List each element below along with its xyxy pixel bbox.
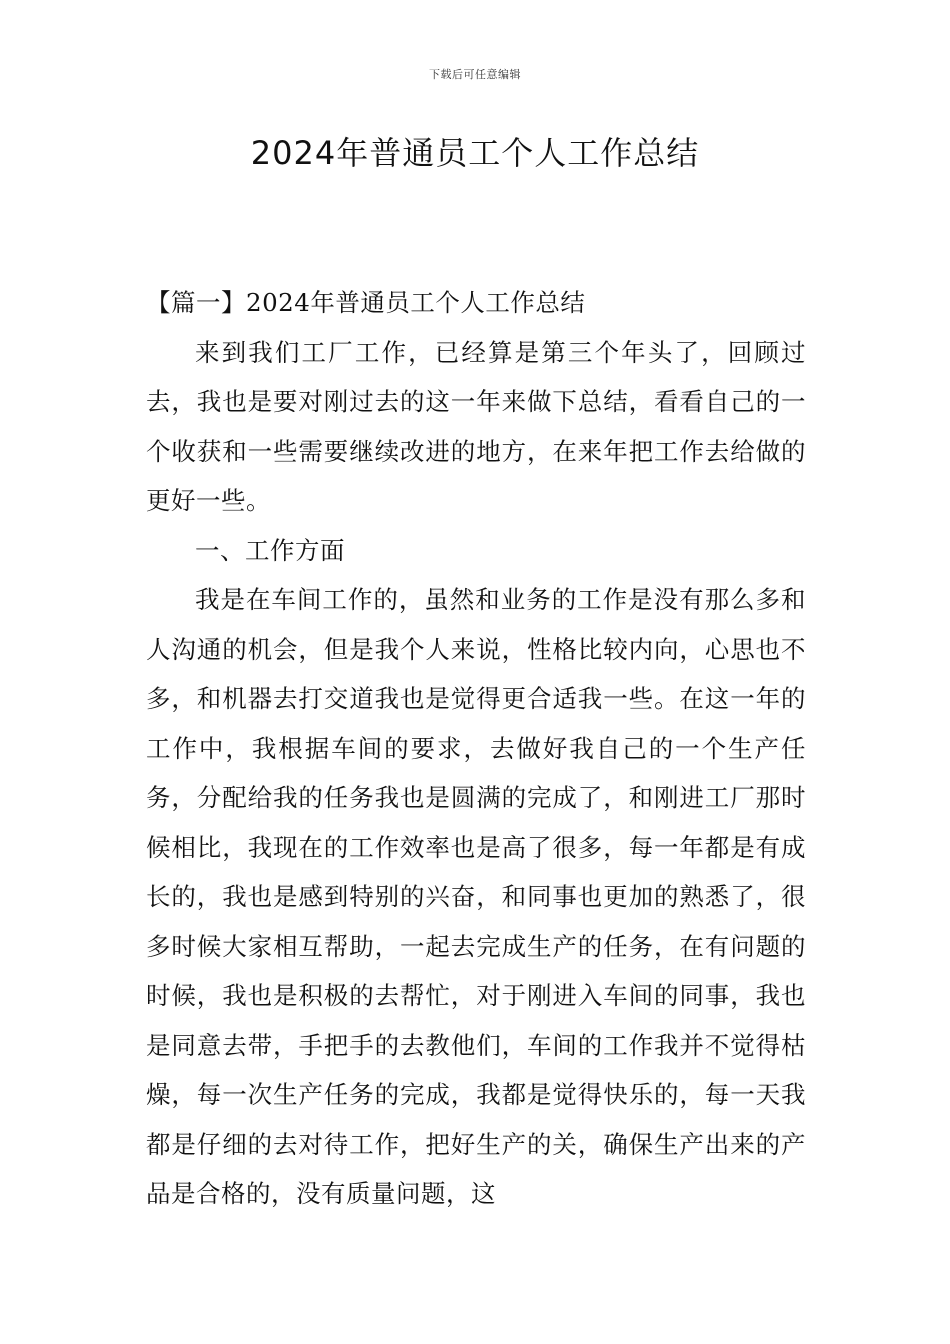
document-body xyxy=(146,278,806,1219)
subheading-work: 一、工作方面 xyxy=(195,535,345,565)
paragraph-work: 我是在车间工作的，虽然和业务的工作是没有那么多和人沟通的机会，但是我个人来说，性格比较内向，心思也不多，和机器去打交道我也是觉得更合适我一些。在这一年的工作中，我根据车间的要求，去做好我自己的一个生产任务，分配给我的任务我也是圆满的完成了，和刚进工厂那时候相比，我现在的工作效率也是高了很多，每一年都是有成长的，我也是感到特别的兴奋，和同事也更加的熟悉了，很多时候大家相互帮助，一起去完成生产的任务，在有问题的时候，我也是积极的去帮忙，对于刚进入车间的同事，我也是同意去带，手把手的去教他们，车间的工作我并不觉得枯燥，每一次生产任务的完成，我都是觉得快乐的，每一天我都是仔细的去对待工作，把好生产的关，确保生产出来的产品是合格的，没有质量问题，这 xyxy=(146,585,806,1208)
download-note: 下载后可任意编辑 xyxy=(429,68,521,81)
document-title: 2024年普通员工个人工作总结 xyxy=(250,134,700,172)
paragraph-intro: 来到我们工厂工作，已经算是第三个年头了，回顾过去，我也是要对刚过去的这一年来做下总结，看看自己的一个收获和一些需要继续改进的地方，在来年把工作去给做的更好一些。 xyxy=(146,337,806,515)
section-heading: 【篇一】2024年普通员工个人工作总结 xyxy=(146,288,586,317)
